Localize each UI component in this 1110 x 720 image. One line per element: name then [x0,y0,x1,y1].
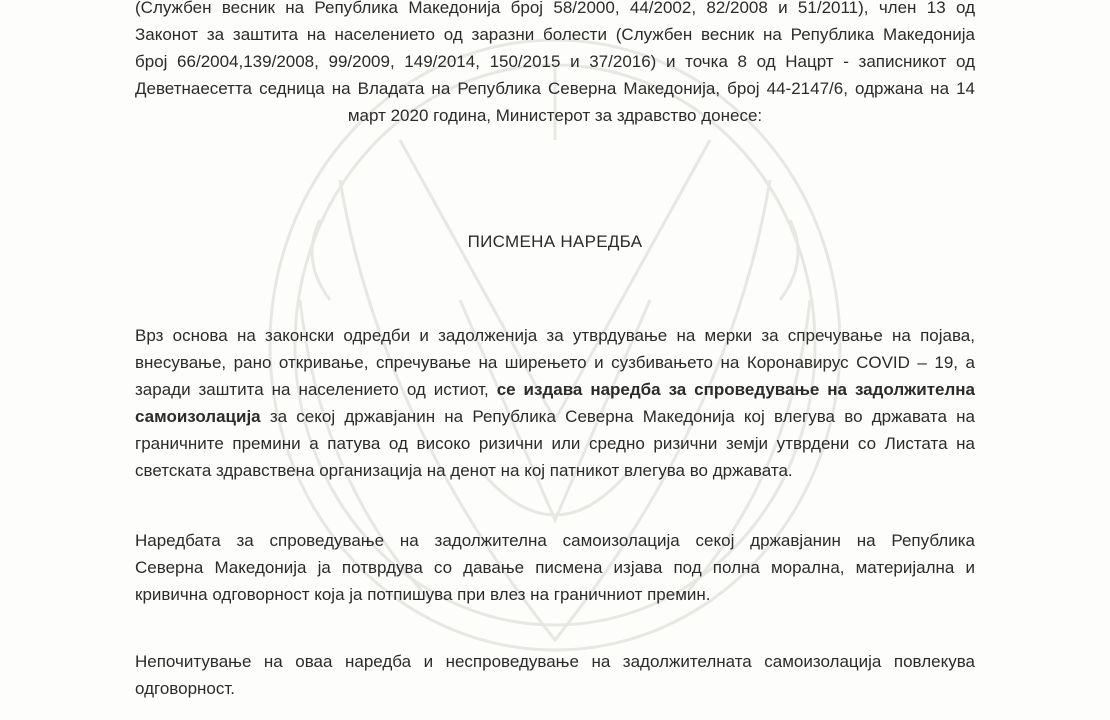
paragraph-line: Северна Македонија ја потврдува со давање писмена изјава под полна морална, материјална и [135,558,975,577]
bold-order-text: се издава наредба за спроведување на задолжителна [496,380,975,399]
intro-line: број 66/2004,139/2008, 99/2009, 149/2014, 150/2015 и 37/2016) и точка 8 од Нацрт - записникот од [135,52,975,71]
paragraph-line: одговорност. [135,679,235,698]
document-title: ПИСМЕНА НАРЕДБА [467,232,643,251]
paragraph-line: Наредбата за спроведување на задолжителна самоизолација секој државјанин на Република [135,531,975,550]
paragraph-line: Непочитување на оваа наредба и неспроведување на задолжителната самоизолација повлекува [135,652,975,671]
paragraph-line [135,376,975,403]
declaration-paragraph [135,527,975,608]
intro-paragraph [135,0,975,129]
intro-line: Законот за заштита на населението од заразни болести (Службен весник на Република Македонија [135,25,975,44]
paragraph-line: граничните премини а патува од високо ризични или средно ризични земји утврдени со Листата на [135,434,975,453]
paragraph-line: Врз основа на законски одредби и задолженија за утврдување на мерки за спречување на појава, [135,326,975,345]
intro-line: (Службен весник на Република Македонија број 58/2000, 44/2002, 82/2008 и 51/2011), член 13 од [135,0,975,17]
paragraph-text: заради заштита на населението од истиот, [135,380,489,399]
intro-line: март 2020 година, Министерот за здравство донесе: [347,106,763,125]
paragraph-line: кривична одговорност која ја потпишува при влез на граничниот премин. [135,585,711,604]
liability-paragraph [135,648,975,702]
order-paragraph [135,322,975,484]
paragraph-line: внесување, рано откривање, спречување на ширењето и сузбивањето на Коронавирус COVID – 19, а [135,353,975,372]
paragraph-text: за секој државјанин на Република Северна Македонија кој влегува во државата на [269,407,975,426]
paragraph-line [135,403,975,430]
intro-line: Деветнаесетта седница на Владата на Република Северна Македонија, број 44-2147/6, одржана на 14 [135,79,975,98]
paragraph-line: светската здравствена организација на денот на кој патникот влегува во државата. [135,461,793,480]
bold-order-text: самоизолација [135,407,261,426]
